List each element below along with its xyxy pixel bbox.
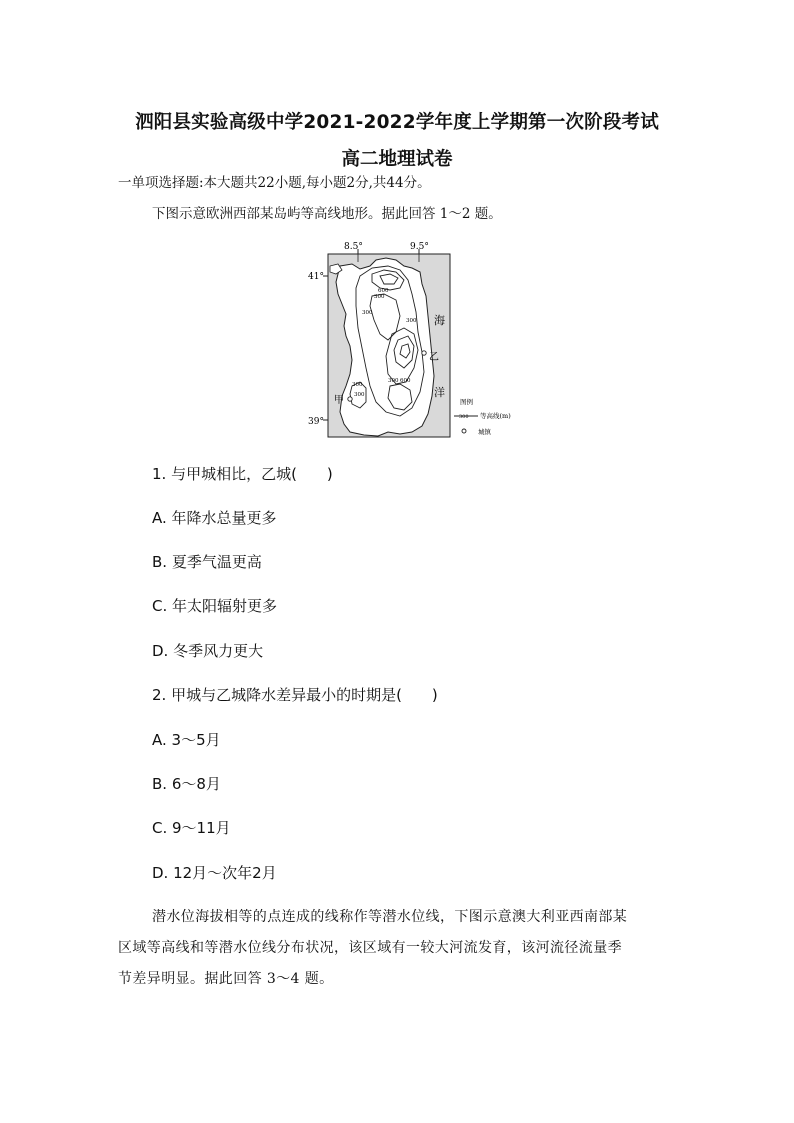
legend-contour-text: 等高线(m) [480, 412, 511, 420]
question-1-option-c: C. 年太阳辐射更多 [152, 597, 278, 615]
question-2-option-d: D. 12月～次年2月 [152, 864, 277, 882]
island-land [336, 258, 434, 436]
contour-label: 600 [378, 288, 389, 294]
question-1-option-a: A. 年降水总量更多 [152, 509, 277, 527]
question-1-option-b: B. 夏季气温更高 [152, 553, 262, 571]
contour-label: 300 [388, 378, 399, 384]
question-2-option-b: B. 6～8月 [152, 775, 221, 793]
legend-title: 图例 [460, 398, 473, 406]
island-contour-map [300, 236, 530, 441]
question-2-stem: 2. 甲城与乙城降水差异最小的时期是( ) [152, 686, 438, 704]
contour-label: 300 [362, 310, 373, 316]
group2-intro [118, 902, 678, 995]
contour-label: 300 [352, 382, 363, 388]
city-jia-label: 甲 [334, 395, 344, 406]
sea-label: 海 [434, 314, 445, 327]
exam-title: 泗阳县实验高级中学2021-2022学年度上学期第一次阶段考试 [135, 112, 659, 133]
contour-label: 300 [374, 294, 385, 300]
city-yi-marker [422, 351, 426, 355]
section-heading: 一单项选择题:本大题共22小题,每小题2分,共44分。 [118, 175, 431, 191]
legend-city-text: 城镇 [478, 428, 491, 436]
contour-label: 300 [406, 318, 417, 324]
legend-contour-value: 300 [459, 414, 469, 420]
lat-label-bottom: 39° [308, 417, 324, 427]
exam-subtitle: 高二地理试卷 [341, 149, 453, 170]
question-2-option-a: A. 3～5月 [152, 731, 221, 749]
question-1-option-d: D. 冬季风力更大 [152, 642, 264, 660]
city-yi-label: 乙 [429, 352, 439, 363]
city-jia-marker [348, 397, 352, 401]
lat-label-top: 41° [308, 272, 324, 282]
lon-label-right: 9.5° [410, 242, 429, 252]
legend-city-marker [462, 429, 466, 433]
question-1-stem: 1. 与甲城相比，乙城( ) [152, 465, 333, 483]
group2-intro-line: 区域等高线和等潜水位线分布状况，该区域有一较大河流发育，该河流径流量季 [118, 940, 622, 956]
group1-intro: 下图示意欧洲西部某岛屿等高线地形。据此回答 1～2 题。 [152, 206, 502, 222]
lon-label-left: 8.5° [344, 242, 363, 252]
sea-label: 洋 [434, 386, 445, 399]
question-2-option-c: C. 9～11月 [152, 819, 231, 837]
contour-label: 600 [400, 378, 411, 384]
group2-intro-line: 节差异明显。据此回答 3～4 题。 [118, 971, 334, 987]
group2-intro-line: 潜水位海拔相等的点连成的线称作等潜水位线，下图示意澳大利亚西南部某 [152, 909, 628, 925]
contour-label: 300 [354, 392, 365, 398]
